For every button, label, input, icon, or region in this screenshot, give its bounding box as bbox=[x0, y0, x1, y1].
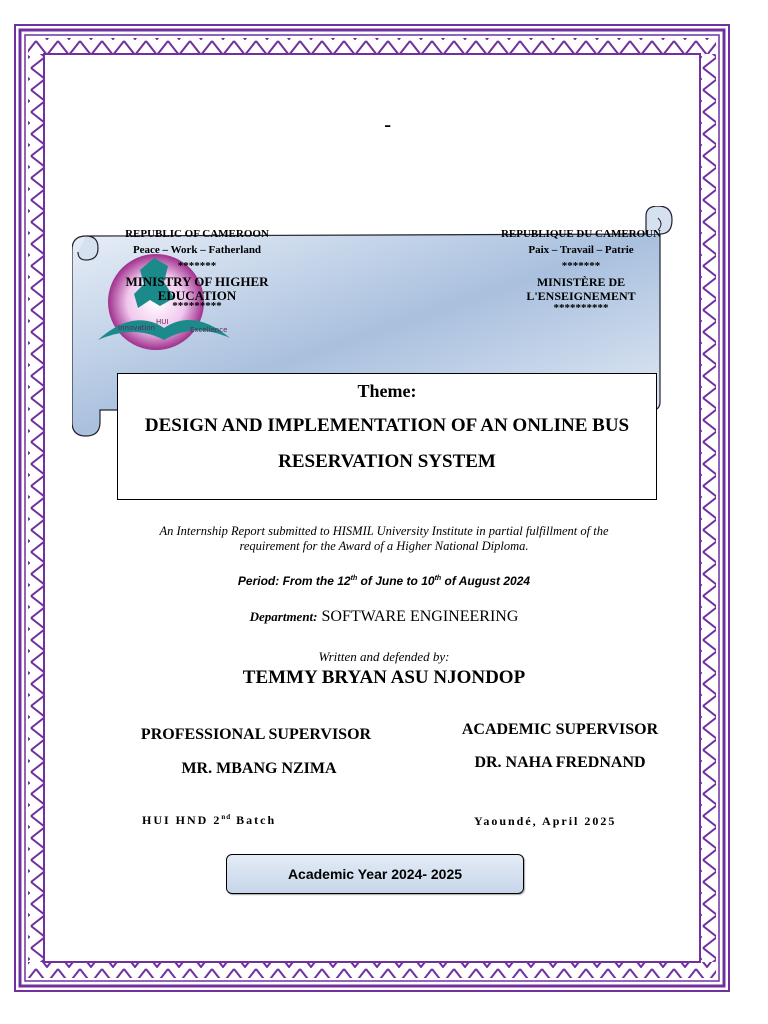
professional-supervisor-title: PROFESSIONAL SUPERVISOR bbox=[140, 726, 372, 743]
internship-period bbox=[0, 574, 768, 588]
batch-prefix: HUI HND 2 bbox=[142, 813, 222, 827]
logo-text-right: Excellence bbox=[190, 326, 228, 334]
stars-left-2: ********* bbox=[172, 300, 222, 312]
batch-label bbox=[142, 813, 276, 828]
period-suffix: of August 2024 bbox=[441, 574, 531, 588]
top-dash: - bbox=[384, 112, 392, 137]
header-right bbox=[484, 226, 678, 316]
stars-left-1: ******* bbox=[177, 260, 217, 272]
submission-statement bbox=[0, 524, 768, 554]
motto-fr: Paix – Travail – Patrie bbox=[528, 244, 634, 256]
theme-title bbox=[118, 408, 656, 480]
department bbox=[0, 608, 768, 626]
ministry-en-line1: MINISTRY OF HIGHER bbox=[125, 274, 269, 289]
period-prefix: Period: From the 12 bbox=[237, 574, 351, 588]
period-sup2: th bbox=[434, 575, 442, 582]
academic-supervisor-title: ACADEMIC SUPERVISOR bbox=[461, 721, 659, 738]
logo-text-left: Innovation bbox=[118, 324, 156, 332]
motto-en: Peace – Work – Fatherland bbox=[132, 244, 262, 256]
professional-supervisor-name: MR. MBANG NZIMA bbox=[181, 760, 337, 777]
theme-box bbox=[117, 373, 657, 500]
ministry-en-line2: EDUCATION bbox=[157, 288, 237, 303]
academic-supervisor-name: DR. NAHA FREDNAND bbox=[474, 754, 646, 771]
period-sup1: th bbox=[350, 575, 358, 582]
author-name: TEMMY BRYAN ASU NJONDOP bbox=[242, 667, 526, 688]
submission-line2: requirement for the Award of a Higher National Diploma. bbox=[239, 539, 529, 553]
header-left bbox=[100, 226, 294, 314]
batch-suffix: Batch bbox=[231, 813, 277, 827]
theme-title-line1: DESIGN AND IMPLEMENTATION OF AN ONLINE BUS bbox=[144, 415, 630, 436]
country-fr: REPUBLIQUE DU CAMEROUN bbox=[500, 228, 662, 240]
page-border bbox=[14, 24, 730, 992]
logo-text-mid: HUI bbox=[156, 318, 169, 326]
ministry-fr-line1: MINISTÈRE DE bbox=[536, 275, 626, 289]
place-date: Yaoundé, April 2025 bbox=[474, 814, 617, 828]
academic-year-box: Academic Year 2024- 2025 bbox=[226, 854, 524, 894]
ministry-fr-line2: L'ENSEIGNEMENT bbox=[526, 289, 636, 303]
written-by-label: Written and defended by: bbox=[318, 649, 450, 664]
submission-line1: An Internship Report submitted to HISMIL University Institute in partial fulfillment of the bbox=[159, 524, 609, 538]
period-middle: of June to 10 bbox=[357, 574, 435, 588]
department-value: SOFTWARE ENGINEERING bbox=[321, 608, 519, 625]
department-label: Department: bbox=[249, 609, 318, 624]
stars-right-1: ******* bbox=[561, 260, 601, 272]
country-en: REPUBLIC OF CAMEROON bbox=[125, 228, 269, 240]
theme-title-line2: RESERVATION SYSTEM bbox=[278, 451, 496, 472]
batch-sup: nd bbox=[221, 813, 232, 821]
theme-label: Theme: bbox=[357, 381, 417, 401]
stars-right-2: ********** bbox=[553, 302, 609, 314]
